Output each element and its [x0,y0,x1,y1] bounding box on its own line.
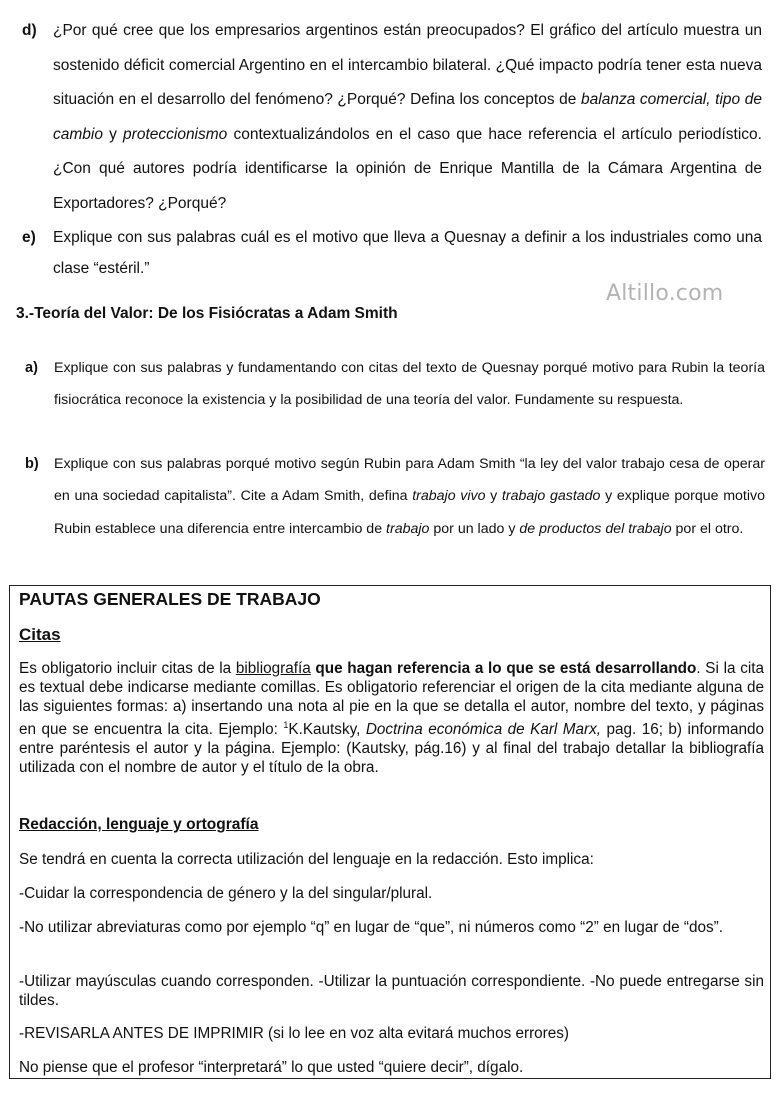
question-text [53,14,762,222]
question-letter: e) [22,229,36,246]
italic-term: trabajo [386,520,430,537]
text-run: y [485,488,502,505]
section-title: 3.-Teoría del Valor: De los Fisiócratas a Adam Smith [16,305,398,322]
guideline-item: No piense que el profesor “interpretará” lo que usted “quiere decir”, dígalo. [19,1059,524,1076]
guidelines-box [9,585,771,1079]
italic-term: proteccionismo [123,125,228,143]
question-letter: b) [25,456,39,472]
question-letter: a) [25,360,38,376]
italic-term: trabajo gastado [501,488,601,505]
citas-heading: Citas [19,625,61,644]
text-run: . Si la cita es textual debe indicarse mediante comillas. Es obligatorio referenciar el origen de la cita mediante alguna de las siguientes formas: a) insertando una nota al pie en la que se detalla el autor, nombre del texto, y páginas en que se encuentra la cita. Ejemplo: [19,660,764,738]
question-e [22,222,762,284]
underlined-term: bibliografía [235,660,311,677]
text-run: Explique con sus palabras porqué motivo según Rubin para Adam Smith “la ley del valor trabajo cesa de operar en una sociedad capitalista”. Cite a Adam Smith, defina [54,456,765,505]
text-run: y [102,125,124,143]
question-3a [25,352,765,417]
text-run: pag. 16; b) informando entre paréntesis el autor y la página. Ejemplo: (Kautsky, pág.16) y al final del trabajo detallar la bibliografía utilizada con el nombre de autor y el título de la obra. [19,721,764,776]
redaccion-heading: Redacción, lenguaje y ortografía [19,816,259,833]
guideline-item: -Cuidar la correspondencia de género y la del singular/plural. [19,885,433,902]
footnote-marker: 1 [283,720,289,730]
box-title: PAUTAS GENERALES DE TRABAJO [19,589,321,609]
guideline-item: -Utilizar mayúsculas cuando corresponden. -Utilizar la puntuación correspondiente. -No puede entregarse sin tildes. [19,973,764,1009]
guideline-item: Se tendrá en cuenta la correcta utilización del lenguaje en la redacción. Esto implica: [19,851,594,868]
text-run: ¿Por qué cree que los empresarios argentinos están preocupados? El gráfico del artículo muestra un sostenido déficit comercial Argentino en el intercambio bilateral. ¿Qué impacto podría tener esta nueva situación en el desarrollo del fenómeno? ¿Porqué? Defina los conceptos de [53,22,762,109]
question-text: Explique con sus palabras y fundamentando con citas del texto de Quesnay porqué motivo para Rubin la teoría fisiocrática reconoce la existencia y la posibilidad de una teoría del valor. Fundamente su respuesta. [54,360,765,409]
question-letter: d) [22,22,37,39]
text-run: por el otro. [671,520,744,537]
question-d [22,14,762,222]
italic-term: balanza comercial, tipo de cambio [53,91,762,143]
italic-term: trabajo vivo [412,488,486,505]
question-text [54,448,765,545]
text-run: por un lado y [429,520,520,537]
text-run: y explique porque motivo Rubin establece una diferencia entre intercambio de [54,488,765,537]
bold-phrase: que hagan referencia a lo que se está desarrollando [310,660,697,677]
guideline-item: -No utilizar abreviaturas como por ejemplo “q” en lugar de “que”, ni números como “2” en lugar de “dos”. [19,919,723,936]
text-run: contextualizándolos en el caso que hace referencia el artículo periodístico. ¿Con qué autores podría identificarse la opinión de Enrique Mantilla de la Cámara Argentina de Exportadores? ¿Porqué? [53,125,762,212]
text-run: K.Kautsky, [288,721,366,738]
italic-term: de productos del trabajo [519,520,672,537]
watermark: Altillo.com [606,281,724,306]
guideline-item: -REVISARLA ANTES DE IMPRIMIR (si lo lee en voz alta evitará muchos errores) [19,1025,570,1042]
italic-title: Doctrina económica de Karl Marx, [365,721,602,738]
question-3b [25,448,765,545]
text-run: Es obligatorio incluir citas de la [19,660,236,677]
citas-paragraph [19,659,764,777]
question-text: Explique con sus palabras cuál es el motivo que lleva a Quesnay a definir a los industriales como una clase “estéril.” [53,229,762,277]
